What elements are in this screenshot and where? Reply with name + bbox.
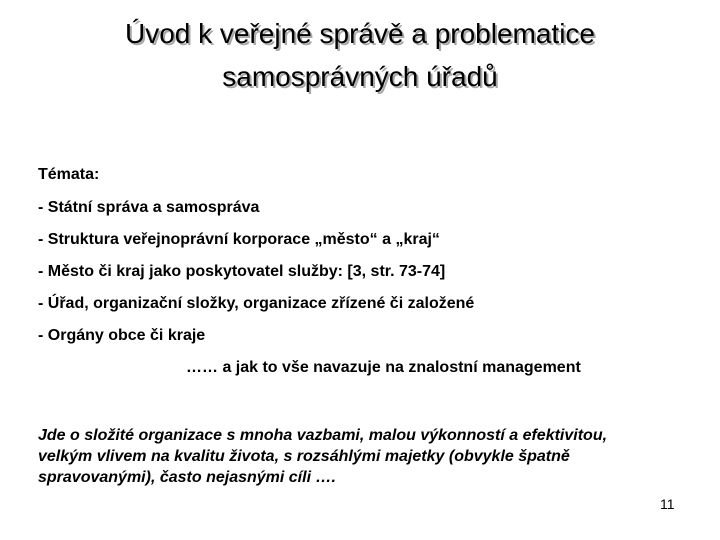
summary-line-1: Jde o složité organizace s mnoha vazbami, malou výkonností a efektivitou, [38, 427, 608, 444]
slide-title-line-1: Úvod k veřejné správě a problematice [124, 18, 595, 49]
page-number: 11 [660, 496, 675, 512]
slide-title [60, 12, 660, 98]
summary-line-2: velkým vlivem na kvalitu života, s rozsáhlými majetky (obvykle špatně [38, 448, 570, 465]
topic-item: - Úřad, organizační složky, organizace zřízené či založené [38, 295, 475, 312]
continuation-text: …… a jak to vše navazuje na znalostní management [186, 359, 581, 376]
topic-list [38, 198, 698, 358]
topics-heading: Témata: [38, 166, 100, 183]
summary-note [38, 425, 698, 488]
summary-line-3: spravovanými), často nejasnými cíli …. [38, 469, 336, 486]
topic-item: - Struktura veřejnoprávní korporace „město“ a „kraj“ [38, 231, 440, 248]
topic-item: - Státní správa a samospráva [38, 199, 260, 216]
slide-body [38, 165, 698, 358]
slide-title-line-2: samosprávných úřadů [222, 61, 498, 92]
topic-item: - Orgány obce či kraje [38, 327, 206, 344]
topic-item: - Město či kraj jako poskytovatel služby: [3, str. 73-74] [38, 263, 446, 280]
